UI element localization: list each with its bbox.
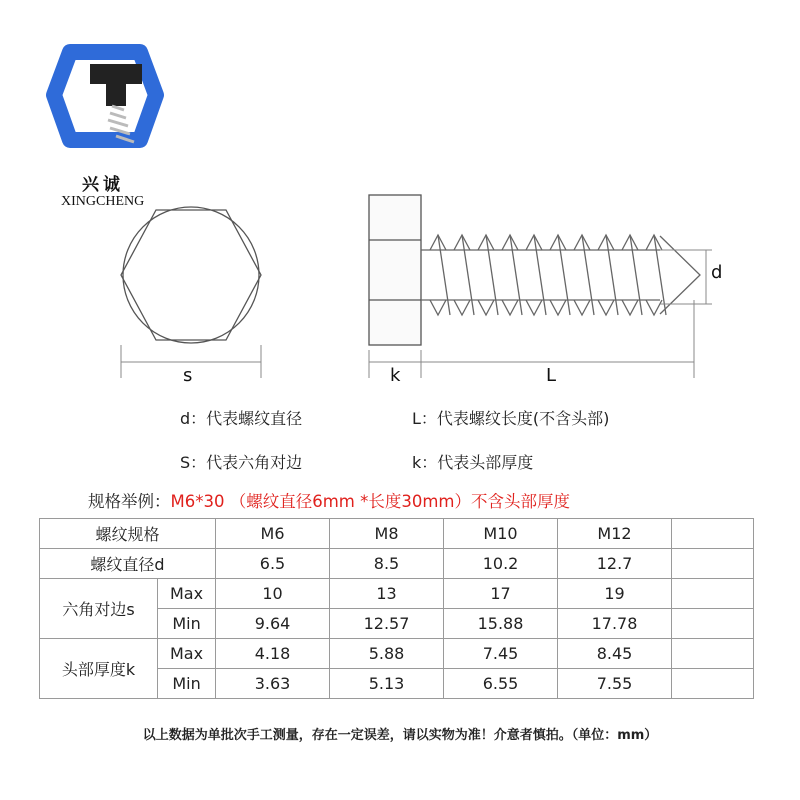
legend-s: S：代表六角对边: [180, 453, 303, 472]
table-cell-empty: [672, 519, 754, 549]
table-row: [40, 579, 754, 609]
table-cell-size: M6: [216, 519, 330, 549]
table-cell-k-max: 8.45: [558, 639, 672, 669]
table-cell-s-min: 12.57: [330, 609, 444, 639]
table-cell-empty: [672, 609, 754, 639]
table-cell-k-min: 3.63: [216, 669, 330, 699]
legend-L: L：代表螺纹长度(不含头部): [412, 409, 610, 428]
table-cell-size: M10: [444, 519, 558, 549]
legend-k: k：代表头部厚度: [412, 453, 534, 472]
table-cell-empty: [672, 669, 754, 699]
table-cell-k-max: 7.45: [444, 639, 558, 669]
table-cell-d: 8.5: [330, 549, 444, 579]
table-cell-s-max: 13: [330, 579, 444, 609]
spec-example: [88, 488, 570, 512]
bolt-drawing: [0, 190, 800, 390]
table-cell-max-label: Max: [158, 639, 216, 669]
table-cell-s-max: 17: [444, 579, 558, 609]
table-row: [40, 519, 754, 549]
spec-example-value: M6*30 （螺纹直径6mm *长度30mm）不含头部厚度: [170, 492, 571, 511]
table-cell-d: 6.5: [216, 549, 330, 579]
dim-label-L: L: [546, 365, 557, 386]
legend-d: d：代表螺纹直径: [180, 409, 303, 428]
table-cell-k-label: 头部厚度k: [40, 639, 158, 699]
table-cell-d: 12.7: [558, 549, 672, 579]
brand-name-en: XINGCHENG: [61, 194, 145, 209]
thread-lines: [430, 235, 666, 315]
spec-table: [39, 518, 754, 699]
table-cell-empty: [672, 639, 754, 669]
table-cell-d-label: 螺纹直径d: [40, 549, 216, 579]
table-cell-s-min: 15.88: [444, 609, 558, 639]
brand-name-cn: 兴诚: [82, 175, 124, 195]
table-cell-s-max: 10: [216, 579, 330, 609]
table-cell-k-max: 5.88: [330, 639, 444, 669]
dim-label-k: k: [390, 365, 401, 386]
table-cell-s-min: 9.64: [216, 609, 330, 639]
table-row: [40, 549, 754, 579]
table-cell-k-min: 5.13: [330, 669, 444, 699]
table-cell-s-max: 19: [558, 579, 672, 609]
table-cell-empty: [672, 549, 754, 579]
table-cell-min-label: Min: [158, 609, 216, 639]
hex-head-front-view: [121, 207, 261, 343]
dim-label-s: s: [183, 365, 193, 386]
hex-head-side-view: [369, 195, 421, 345]
table-row: [40, 639, 754, 669]
table-cell-k-min: 7.55: [558, 669, 672, 699]
table-cell-empty: [672, 579, 754, 609]
table-cell-header: 螺纹规格: [40, 519, 216, 549]
table-cell-size: M12: [558, 519, 672, 549]
table-cell-s-min: 17.78: [558, 609, 672, 639]
table-cell-k-min: 6.55: [444, 669, 558, 699]
dim-label-d: d: [711, 262, 723, 283]
table-cell-size: M8: [330, 519, 444, 549]
table-cell-min-label: Min: [158, 669, 216, 699]
table-cell-max-label: Max: [158, 579, 216, 609]
measurement-note: 以上数据为单批次手工测量，存在一定误差，请以实物为准！介意者慎拍。（单位：mm）: [142, 728, 658, 743]
table-cell-d: 10.2: [444, 549, 558, 579]
spec-example-prefix: 规格举例：: [88, 492, 171, 511]
table-cell-s-label: 六角对边s: [40, 579, 158, 639]
table-cell-k-max: 4.18: [216, 639, 330, 669]
